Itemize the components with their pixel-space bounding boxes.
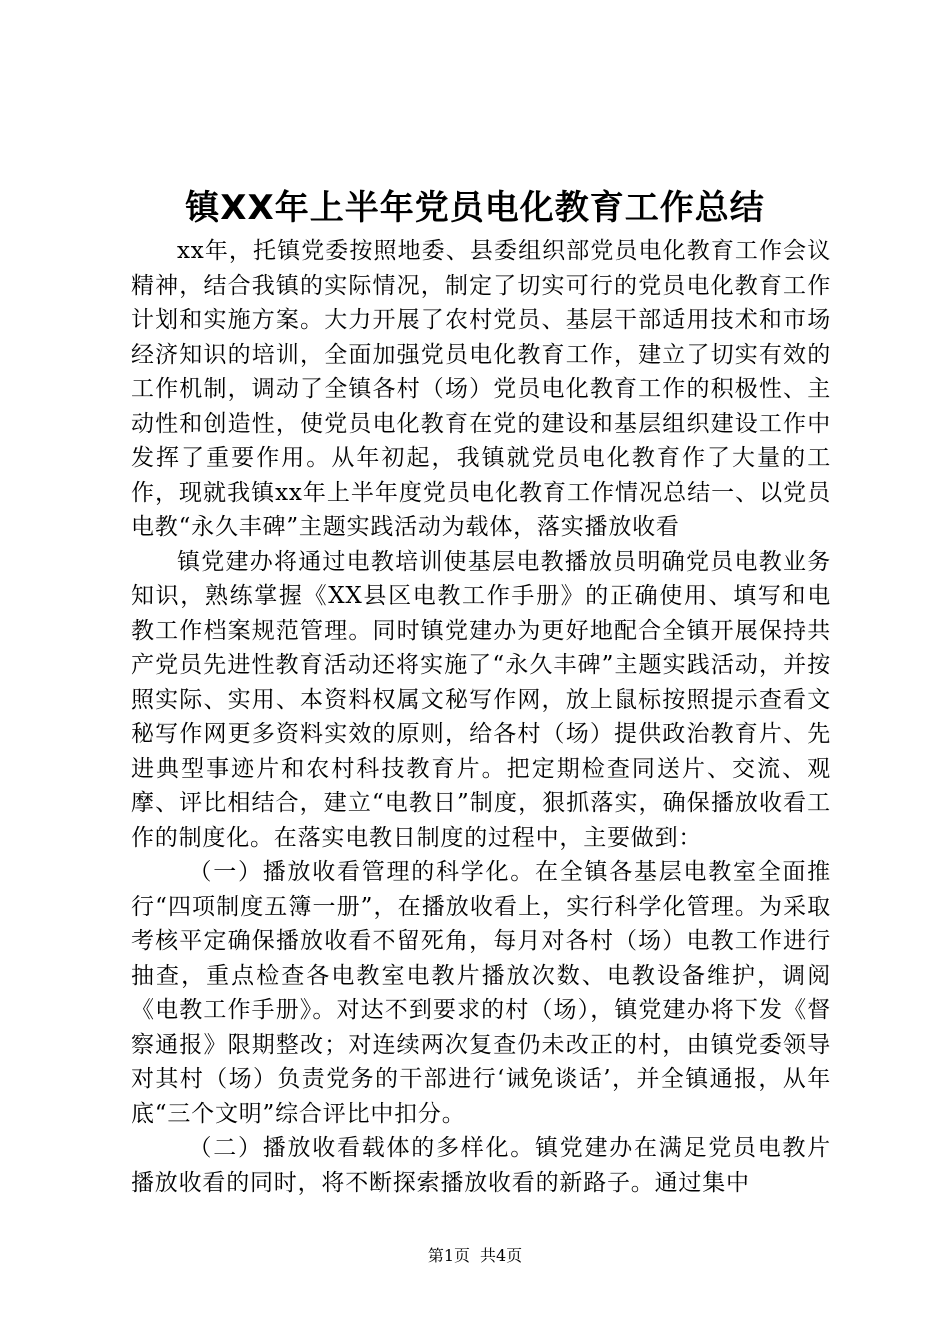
paragraph-intro: xx年，托镇党委按照地委、县委组织部党员电化教育工作会议精神，结合我镇的实际情况，制定了切实可行的党员电化教育工作计划和实施方案。大力开展了农村党员、基层干部适用技术和市场经济知识的培训，全面加强党员电化教育工作，建立了切实有效的工作机制，调动了全镇各村（场）党员电化教育工作的积极性、主动性和创造性，使党员电化教育在党的建设和基层组织建设工作中发挥了重要作用。从年初起，我镇就党员电化教育作了大量的工作，现就我镇xx年上半年度党员电化教育工作情况总结一、以党员电教“永久丰碑”主题实践活动为载体，落实播放收看 [131,238,831,540]
paragraph-management: （一）播放收看管理的科学化。在全镇各基层电教室全面推行“四项制度五簿一册”，在播放收看上，实行科学化管理。为采取考核平定确保播放收看不留死角，每月对各村（场）电教工作进行抽查，重点检查各电教室电教片播放次数、电教设备维护，调阅《电教工作手册》。对达不到要求的村（场），镇党建办将下发《督察通报》限期整改；对连续两次复查仍未改正的村，由镇党委领导对其村（场）负责党务的干部进行‘诫免谈话’，并全镇通报，从年底“三个文明”综合评比中扣分。 [131,859,831,1127]
paragraph-diversification: （二）播放收看载体的多样化。镇党建办在满足党员电教片播放收看的同时，将不断探索播放收看的新路子。通过集中 [131,1135,831,1196]
page-total: 共4页 [480,1246,523,1265]
page-footer [0,1245,950,1267]
document-body [131,234,831,1200]
paragraph-training: 镇党建办将通过电教培训使基层电教播放员明确党员电教业务知识，熟练掌握《XX县区电教工作手册》的正确使用、填写和电教工作档案规范管理。同时镇党建办为更好地配合全镇开展保持共产党员先进性教育活动还将实施了“永久丰碑”主题实践活动，并按照实际、实用、本资料权属文秘写作网，放上鼠标按照提示查看文秘写作网更多资料实效的原则，给各村（场）提供政治教育片、先进典型事迹片和农村科技教育片。把定期检查同送片、交流、观摩、评比相结合，建立“电教日”制度，狠抓落实，确保播放收看工作的制度化。在落实电教日制度的过程中，主要做到： [131,548,831,851]
page-number: 第1页 [427,1246,470,1265]
document-title: 镇XX年上半年党员电化教育工作总结 [185,188,765,228]
